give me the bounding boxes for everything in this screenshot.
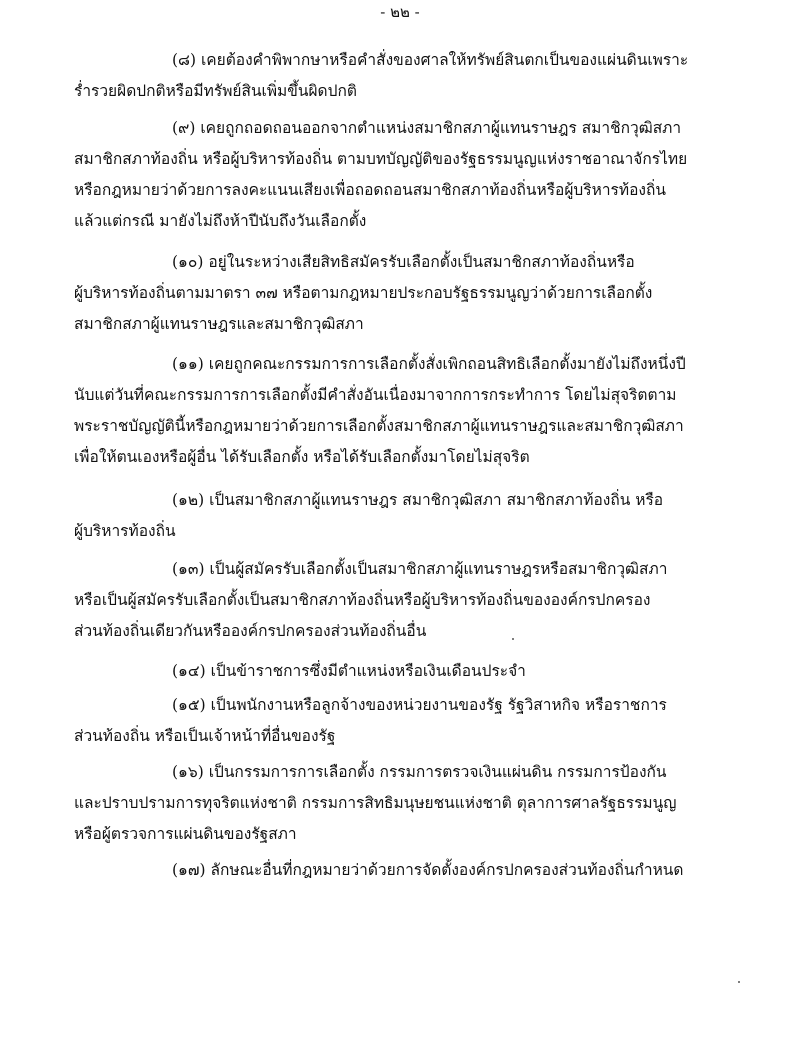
clause-line: สมาชิกสภาท้องถิ่น หรือผู้บริหารท้องถิ่น ตามบทบัญญัติของรัฐธรรมนูญแห่งราชอาณาจักรไทย <box>74 150 688 168</box>
scan-speck <box>738 981 740 983</box>
clause-17 <box>74 855 714 886</box>
clause-line: สมาชิกสภาผู้แทนราษฎรและสมาชิกวุฒิสภา <box>74 315 364 333</box>
clause-13 <box>74 554 714 647</box>
scan-speck <box>512 638 514 640</box>
clause-line: หรือกฎหมายว่าด้วยการลงคะแนนเสียงเพื่อถอดถอนสมาชิกสภาท้องถิ่นหรือผู้บริหารท้องถิ่น <box>74 181 666 199</box>
clause-line: และปราบปรามการทุจริตแห่งชาติ กรรมการสิทธิมนุษยชนแห่งชาติ ตุลาการศาลรัฐธรรมนูญ <box>74 794 677 812</box>
clause-line: (๘) เคยต้องคำพิพากษาหรือคำสั่งของศาลให้ทรัพย์สินตกเป็นของแผ่นดินเพราะ <box>172 51 689 69</box>
clause-line: ผู้บริหารท้องถิ่นตามมาตรา ๓๗ หรือตามกฎหมายประกอบรัฐธรรมนูญว่าด้วยการเลือกตั้ง <box>74 284 653 302</box>
clause-line: ผู้บริหารท้องถิ่น <box>74 522 176 540</box>
page-number: - ๒๒ - <box>380 3 420 21</box>
clause-16 <box>74 757 714 850</box>
clause-12 <box>74 485 714 547</box>
clause-line: (๑๑) เคยถูกคณะกรรมการการเลือกตั้งสั่งเพิกถอนสิทธิเลือกตั้งมายังไม่ถึงหนึ่งปี <box>172 355 686 373</box>
clause-line: แล้วแต่กรณี มายังไม่ถึงห้าปีนับถึงวันเลือกตั้ง <box>74 212 367 230</box>
clause-11 <box>74 349 714 473</box>
clause-line: (๙) เคยถูกถอดถอนออกจากตำแหน่งสมาชิกสภาผู้แทนราษฎร สมาชิกวุฒิสภา <box>172 119 682 137</box>
clause-line: (๑๓) เป็นผู้สมัครรับเลือกตั้งเป็นสมาชิกสภาผู้แทนราษฎรหรือสมาชิกวุฒิสภา <box>172 560 668 578</box>
clause-10 <box>74 247 714 340</box>
clause-line: (๑๖) เป็นกรรมการการเลือกตั้ง กรรมการตรวจเงินแผ่นดิน กรรมการป้องกัน <box>172 763 667 781</box>
clause-line: (๑๕) เป็นพนักงานหรือลูกจ้างของหน่วยงานของรัฐ รัฐวิสาหกิจ หรือราชการ <box>172 696 667 714</box>
clause-15 <box>74 690 714 752</box>
clause-14 <box>74 656 714 687</box>
clause-line: (๑๒) เป็นสมาชิกสภาผู้แทนราษฎร สมาชิกวุฒิสภา สมาชิกสภาท้องถิ่น หรือ <box>172 491 664 509</box>
clause-line: เพื่อให้ตนเองหรือผู้อื่น ได้รับเลือกตั้ง หรือได้รับเลือกตั้งมาโดยไม่สุจริต <box>74 448 530 466</box>
clause-8 <box>74 45 714 107</box>
clause-9 <box>74 113 714 237</box>
clause-line: หรือผู้ตรวจการแผ่นดินของรัฐสภา <box>74 825 297 843</box>
clause-line: (๑๔) เป็นข้าราชการซึ่งมีตำแหน่งหรือเงินเดือนประจำ <box>172 662 526 680</box>
clause-line: (๑๗) ลักษณะอื่นที่กฎหมายว่าด้วยการจัดตั้งองค์กรปกครองส่วนท้องถิ่นกำหนด <box>172 861 684 879</box>
clause-line: หรือเป็นผู้สมัครรับเลือกตั้งเป็นสมาชิกสภาท้องถิ่นหรือผู้บริหารท้องถิ่นขององค์กรปกครอง <box>74 591 651 609</box>
clause-line: ร่ำรวยผิดปกติหรือมีทรัพย์สินเพิ่มขึ้นผิดปกติ <box>74 82 357 100</box>
clause-line: พระราชบัญญัตินี้หรือกฎหมายว่าด้วยการเลือกตั้งสมาชิกสภาผู้แทนราษฎรและสมาชิกวุฒิสภา <box>74 417 684 435</box>
clause-line: ส่วนท้องถิ่นเดียวกันหรือองค์กรปกครองส่วนท้องถิ่นอื่น <box>74 622 427 640</box>
clause-line: นับแต่วันที่คณะกรรมการการเลือกตั้งมีคำสั่งอันเนื่องมาจากการกระทำการ โดยไม่สุจริตตาม <box>74 386 677 404</box>
clause-line: ส่วนท้องถิ่น หรือเป็นเจ้าหน้าที่อื่นของรัฐ <box>74 727 336 745</box>
clause-line: (๑๐) อยู่ในระหว่างเสียสิทธิสมัครรับเลือกตั้งเป็นสมาชิกสภาท้องถิ่นหรือ <box>172 253 635 271</box>
